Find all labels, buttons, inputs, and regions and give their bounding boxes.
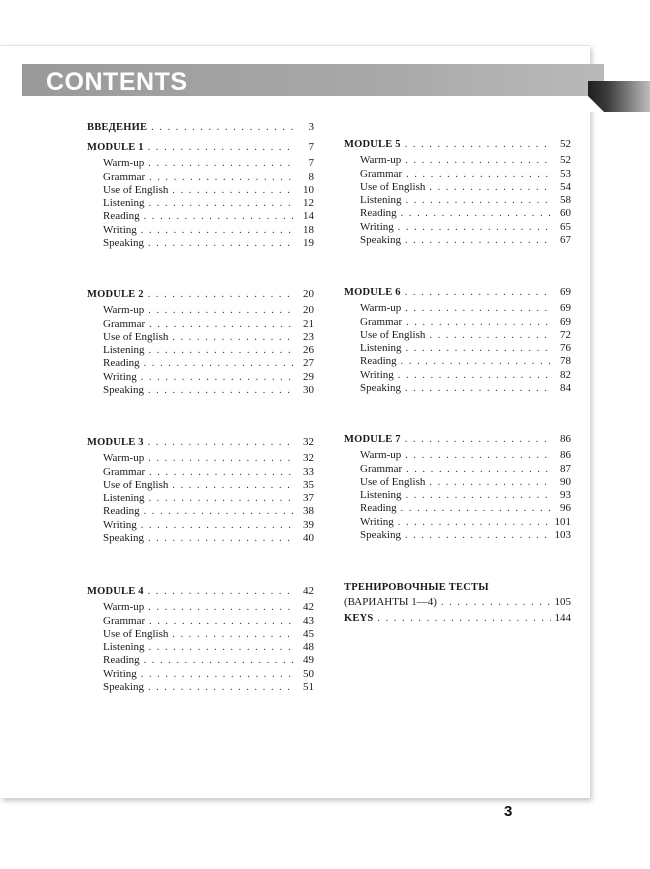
- toc-label: Listening: [360, 194, 402, 206]
- dot-leader: [405, 449, 553, 462]
- toc-item[interactable]: [344, 516, 571, 529]
- toc-item[interactable]: [87, 197, 314, 210]
- toc-label: Speaking: [103, 383, 144, 396]
- toc-item[interactable]: [344, 355, 571, 368]
- dot-leader: [405, 154, 553, 167]
- toc-entry-tests: [344, 581, 571, 610]
- toc-page: 20: [303, 304, 314, 317]
- toc-item[interactable]: [87, 505, 314, 518]
- dot-leader: [151, 121, 296, 134]
- toc-label: Warm-up: [103, 304, 145, 317]
- toc-page: 144: [554, 612, 571, 624]
- dot-leader: [141, 371, 296, 384]
- toc-item[interactable]: [87, 157, 314, 170]
- toc-label: Listening: [103, 641, 145, 653]
- toc-label: Use of English: [360, 328, 426, 341]
- toc-item[interactable]: [344, 369, 571, 382]
- dot-leader: [398, 369, 553, 382]
- toc-item[interactable]: [344, 234, 571, 247]
- toc-item[interactable]: [87, 654, 314, 667]
- side-tab-notch: [588, 96, 604, 112]
- toc-label: Speaking: [103, 531, 144, 544]
- toc-page: 76: [560, 342, 571, 354]
- toc-page: 26: [303, 344, 314, 356]
- dot-leader: [144, 210, 296, 223]
- toc-label: Listening: [103, 197, 145, 209]
- toc-item[interactable]: [344, 463, 571, 476]
- toc-label: Grammar: [103, 614, 146, 627]
- toc-page: 67: [560, 233, 571, 246]
- toc-label: ВВЕДЕНИЕ: [87, 122, 148, 133]
- toc-item[interactable]: [87, 519, 314, 532]
- toc-page: 42: [303, 601, 314, 614]
- dot-leader: [429, 329, 553, 342]
- dot-leader: [141, 224, 296, 237]
- toc-page: 7: [308, 141, 314, 153]
- toc-label: MODULE 3: [87, 437, 144, 448]
- toc-page: 82: [560, 368, 571, 381]
- dot-leader: [148, 304, 296, 317]
- toc-label: Use of English: [360, 475, 426, 488]
- toc-page: 19: [303, 236, 314, 249]
- toc-label: Writing: [360, 515, 394, 528]
- dot-leader: [406, 168, 553, 181]
- toc-page: 84: [560, 381, 571, 394]
- toc-page: 32: [303, 452, 314, 465]
- dot-leader: [149, 318, 296, 331]
- toc-entry-keys: [344, 612, 571, 625]
- toc-label: (ВАРИАНТЫ 1—4): [344, 596, 437, 609]
- toc-item[interactable]: [87, 237, 314, 250]
- toc-label: Use of English: [360, 180, 426, 193]
- dot-leader: [398, 516, 551, 529]
- toc-label: Speaking: [360, 233, 401, 246]
- toc-page: 35: [303, 478, 314, 491]
- toc-page: 39: [303, 518, 314, 531]
- dot-leader: [405, 138, 553, 151]
- toc-label: Reading: [360, 355, 397, 368]
- toc-item[interactable]: [87, 479, 314, 492]
- dot-leader: [401, 207, 553, 220]
- toc-label: Writing: [103, 518, 137, 531]
- toc-item[interactable]: [87, 210, 314, 223]
- dot-leader: [144, 357, 296, 370]
- dot-leader: [405, 382, 553, 395]
- toc-label: Listening: [360, 342, 402, 354]
- toc-module-6: [344, 286, 571, 395]
- toc-module-heading[interactable]: [87, 141, 314, 154]
- toc-label: Reading: [360, 502, 397, 515]
- toc-page: 18: [303, 223, 314, 236]
- toc-module-7: [344, 433, 571, 542]
- dot-leader: [148, 532, 296, 545]
- toc-page: 21: [303, 317, 314, 330]
- dot-leader: [405, 286, 553, 299]
- toc-label: Reading: [103, 210, 140, 223]
- toc-page: 48: [303, 641, 314, 653]
- toc-label: Reading: [360, 207, 397, 220]
- dot-leader: [149, 615, 296, 628]
- toc-page: 42: [303, 585, 314, 597]
- toc-item[interactable]: [344, 502, 571, 515]
- toc-item[interactable]: [87, 668, 314, 681]
- toc-item[interactable]: [87, 371, 314, 384]
- toc-module-heading[interactable]: [344, 138, 571, 151]
- dot-leader: [144, 654, 296, 667]
- toc-item[interactable]: [344, 302, 571, 315]
- toc-item[interactable]: [344, 194, 571, 207]
- toc-label: Use of English: [103, 330, 169, 343]
- toc-label: Listening: [103, 492, 145, 504]
- toc-module-heading[interactable]: [87, 585, 314, 598]
- toc-label: Warm-up: [103, 157, 145, 170]
- toc-label: Grammar: [360, 315, 403, 328]
- toc-item[interactable]: [344, 449, 571, 462]
- toc-label: Use of English: [103, 627, 169, 640]
- dot-leader: [377, 612, 550, 625]
- toc-item[interactable]: [344, 168, 571, 181]
- toc-item[interactable]: [344, 476, 571, 489]
- dot-leader: [148, 585, 296, 598]
- toc-item[interactable]: [87, 344, 314, 357]
- dot-leader: [148, 681, 296, 694]
- toc-item[interactable]: [87, 492, 314, 505]
- toc-page: 52: [560, 154, 571, 167]
- dot-leader: [406, 316, 553, 329]
- toc-item[interactable]: [87, 452, 314, 465]
- toc-page: 30: [303, 383, 314, 396]
- toc-label: Warm-up: [360, 302, 402, 315]
- toc-module-heading[interactable]: [344, 433, 571, 446]
- toc-label: Grammar: [103, 317, 146, 330]
- dot-leader: [172, 479, 296, 492]
- dot-leader: [148, 436, 296, 449]
- dot-leader: [429, 181, 553, 194]
- toc-page: 10: [303, 183, 314, 196]
- toc-page: 105: [554, 596, 571, 609]
- dot-leader: [398, 221, 553, 234]
- toc-page: 45: [303, 627, 314, 640]
- toc-page: 32: [303, 436, 314, 448]
- dot-leader: [441, 596, 551, 609]
- toc-page: 7: [308, 157, 314, 170]
- toc-page: 53: [560, 167, 571, 180]
- toc-page: 38: [303, 505, 314, 518]
- toc-item[interactable]: [344, 221, 571, 234]
- toc-entry-intro: [87, 121, 314, 134]
- toc-label: Speaking: [103, 680, 144, 693]
- dot-leader: [149, 641, 296, 654]
- dot-leader: [172, 628, 296, 641]
- toc-module-4: [87, 585, 314, 694]
- dot-leader: [406, 463, 553, 476]
- toc-item[interactable]: [344, 489, 571, 502]
- toc-label: MODULE 7: [344, 434, 401, 445]
- toc-item[interactable]: [87, 184, 314, 197]
- dot-leader: [148, 157, 296, 170]
- toc-label: Reading: [103, 654, 140, 667]
- toc-item[interactable]: [87, 466, 314, 479]
- toc-item[interactable]: [87, 641, 314, 654]
- dot-leader: [405, 529, 551, 542]
- toc-page: 72: [560, 328, 571, 341]
- toc-label: Listening: [360, 489, 402, 501]
- toc-page: 20: [303, 288, 314, 300]
- toc-module-heading[interactable]: [87, 288, 314, 301]
- page-number: 3: [504, 803, 513, 820]
- toc-item[interactable]: [87, 681, 314, 694]
- toc-label: Speaking: [360, 381, 401, 394]
- toc-label: Listening: [103, 344, 145, 356]
- toc-item[interactable]: [87, 615, 314, 628]
- dot-leader: [148, 601, 296, 614]
- toc-page: 27: [303, 357, 314, 370]
- toc-item[interactable]: [87, 304, 314, 317]
- toc-label: Speaking: [103, 236, 144, 249]
- dot-leader: [144, 505, 296, 518]
- toc-label: MODULE 2: [87, 289, 144, 300]
- toc-label: MODULE 5: [344, 139, 401, 150]
- dot-leader: [172, 184, 296, 197]
- toc-label: Reading: [103, 505, 140, 518]
- toc-label: Speaking: [360, 528, 401, 541]
- toc-label: MODULE 1: [87, 142, 144, 153]
- toc-page: 93: [560, 489, 571, 501]
- toc-label: Grammar: [360, 462, 403, 475]
- toc-item[interactable]: [344, 316, 571, 329]
- toc-page: 49: [303, 654, 314, 667]
- toc-module-heading[interactable]: [344, 286, 571, 299]
- toc-page: 58: [560, 194, 571, 206]
- toc-label: Writing: [360, 368, 394, 381]
- toc-item[interactable]: [87, 357, 314, 370]
- dot-leader: [429, 476, 553, 489]
- toc-page: 69: [560, 302, 571, 315]
- dot-leader: [405, 234, 553, 247]
- page-title: CONTENTS: [46, 68, 188, 96]
- dot-leader: [148, 384, 296, 397]
- dot-leader: [406, 489, 553, 502]
- toc-page: 96: [560, 502, 571, 515]
- dot-leader: [406, 342, 553, 355]
- dot-leader: [148, 452, 296, 465]
- toc-page: 40: [303, 531, 314, 544]
- toc-page: 69: [560, 315, 571, 328]
- toc-label: Use of English: [103, 183, 169, 196]
- toc-label: Writing: [103, 667, 137, 680]
- dot-leader: [148, 237, 296, 250]
- dot-leader: [141, 668, 296, 681]
- toc-label: Grammar: [360, 167, 403, 180]
- dot-leader: [401, 502, 553, 515]
- toc-item[interactable]: [87, 224, 314, 237]
- toc-page: 87: [560, 462, 571, 475]
- toc-page: 54: [560, 180, 571, 193]
- toc-page: 103: [554, 528, 571, 541]
- toc-page: 90: [560, 475, 571, 488]
- toc-module-1: [87, 141, 314, 250]
- toc-item[interactable]: [87, 628, 314, 641]
- toc-item[interactable]: [344, 181, 571, 194]
- toc-item[interactable]: [344, 342, 571, 355]
- toc-item[interactable]: [87, 532, 314, 545]
- toc-label: Warm-up: [103, 452, 145, 465]
- toc-page: 52: [560, 138, 571, 150]
- toc-page: 78: [560, 355, 571, 368]
- toc-item[interactable]: [344, 207, 571, 220]
- toc-tests-title: ТРЕНИРОВОЧНЫЕ ТЕСТЫ: [344, 582, 489, 593]
- toc-label: MODULE 4: [87, 586, 144, 597]
- toc-label: Reading: [103, 357, 140, 370]
- dot-leader: [149, 344, 296, 357]
- toc-module-3: [87, 436, 314, 545]
- dot-leader: [405, 433, 553, 446]
- toc-page: 86: [560, 449, 571, 462]
- dot-leader: [141, 519, 296, 532]
- toc-module-heading[interactable]: [87, 436, 314, 449]
- toc-module-5: [344, 138, 571, 247]
- toc-page: 23: [303, 330, 314, 343]
- toc-item[interactable]: [344, 329, 571, 342]
- toc-item[interactable]: [87, 171, 314, 184]
- toc-page: 69: [560, 286, 571, 298]
- dot-leader: [149, 197, 296, 210]
- toc-page: 43: [303, 614, 314, 627]
- toc-label: Writing: [103, 370, 137, 383]
- toc-label: Grammar: [103, 170, 146, 183]
- toc-label: MODULE 6: [344, 287, 401, 298]
- toc-item[interactable]: [344, 529, 571, 542]
- dot-leader: [172, 331, 296, 344]
- toc-page: 12: [303, 197, 314, 209]
- toc-line-keys[interactable]: [344, 612, 571, 625]
- toc-item[interactable]: [87, 384, 314, 397]
- dot-leader: [149, 466, 296, 479]
- toc-label: Warm-up: [103, 601, 145, 614]
- toc-item[interactable]: [344, 154, 571, 167]
- toc-page: 29: [303, 370, 314, 383]
- toc-page: 60: [560, 207, 571, 220]
- toc-item[interactable]: [87, 331, 314, 344]
- toc-page: 14: [303, 210, 314, 223]
- toc-module-2: [87, 288, 314, 397]
- toc-page: 65: [560, 220, 571, 233]
- toc-line-intro[interactable]: [87, 121, 314, 134]
- toc-page: 33: [303, 465, 314, 478]
- toc-label: Use of English: [103, 478, 169, 491]
- toc-line-tests[interactable]: [344, 596, 571, 609]
- toc-page: 50: [303, 667, 314, 680]
- toc-item[interactable]: [87, 601, 314, 614]
- toc-label: Writing: [103, 223, 137, 236]
- toc-label: Grammar: [103, 465, 146, 478]
- toc-page: 8: [308, 170, 314, 183]
- toc-page: 51: [303, 680, 314, 693]
- toc-label: Writing: [360, 220, 394, 233]
- dot-leader: [401, 355, 553, 368]
- dot-leader: [406, 194, 553, 207]
- toc-item[interactable]: [344, 382, 571, 395]
- dot-leader: [148, 288, 296, 301]
- dot-leader: [148, 141, 296, 154]
- toc-label: Warm-up: [360, 154, 402, 167]
- toc-page: 101: [554, 515, 571, 528]
- toc-page: 86: [560, 433, 571, 445]
- dot-leader: [405, 302, 553, 315]
- toc-page: 3: [308, 121, 314, 133]
- dot-leader: [149, 492, 296, 505]
- toc-page: 37: [303, 492, 314, 504]
- toc-label: KEYS: [344, 613, 374, 624]
- toc-label: Warm-up: [360, 449, 402, 462]
- dot-leader: [149, 171, 296, 184]
- toc-item[interactable]: [87, 318, 314, 331]
